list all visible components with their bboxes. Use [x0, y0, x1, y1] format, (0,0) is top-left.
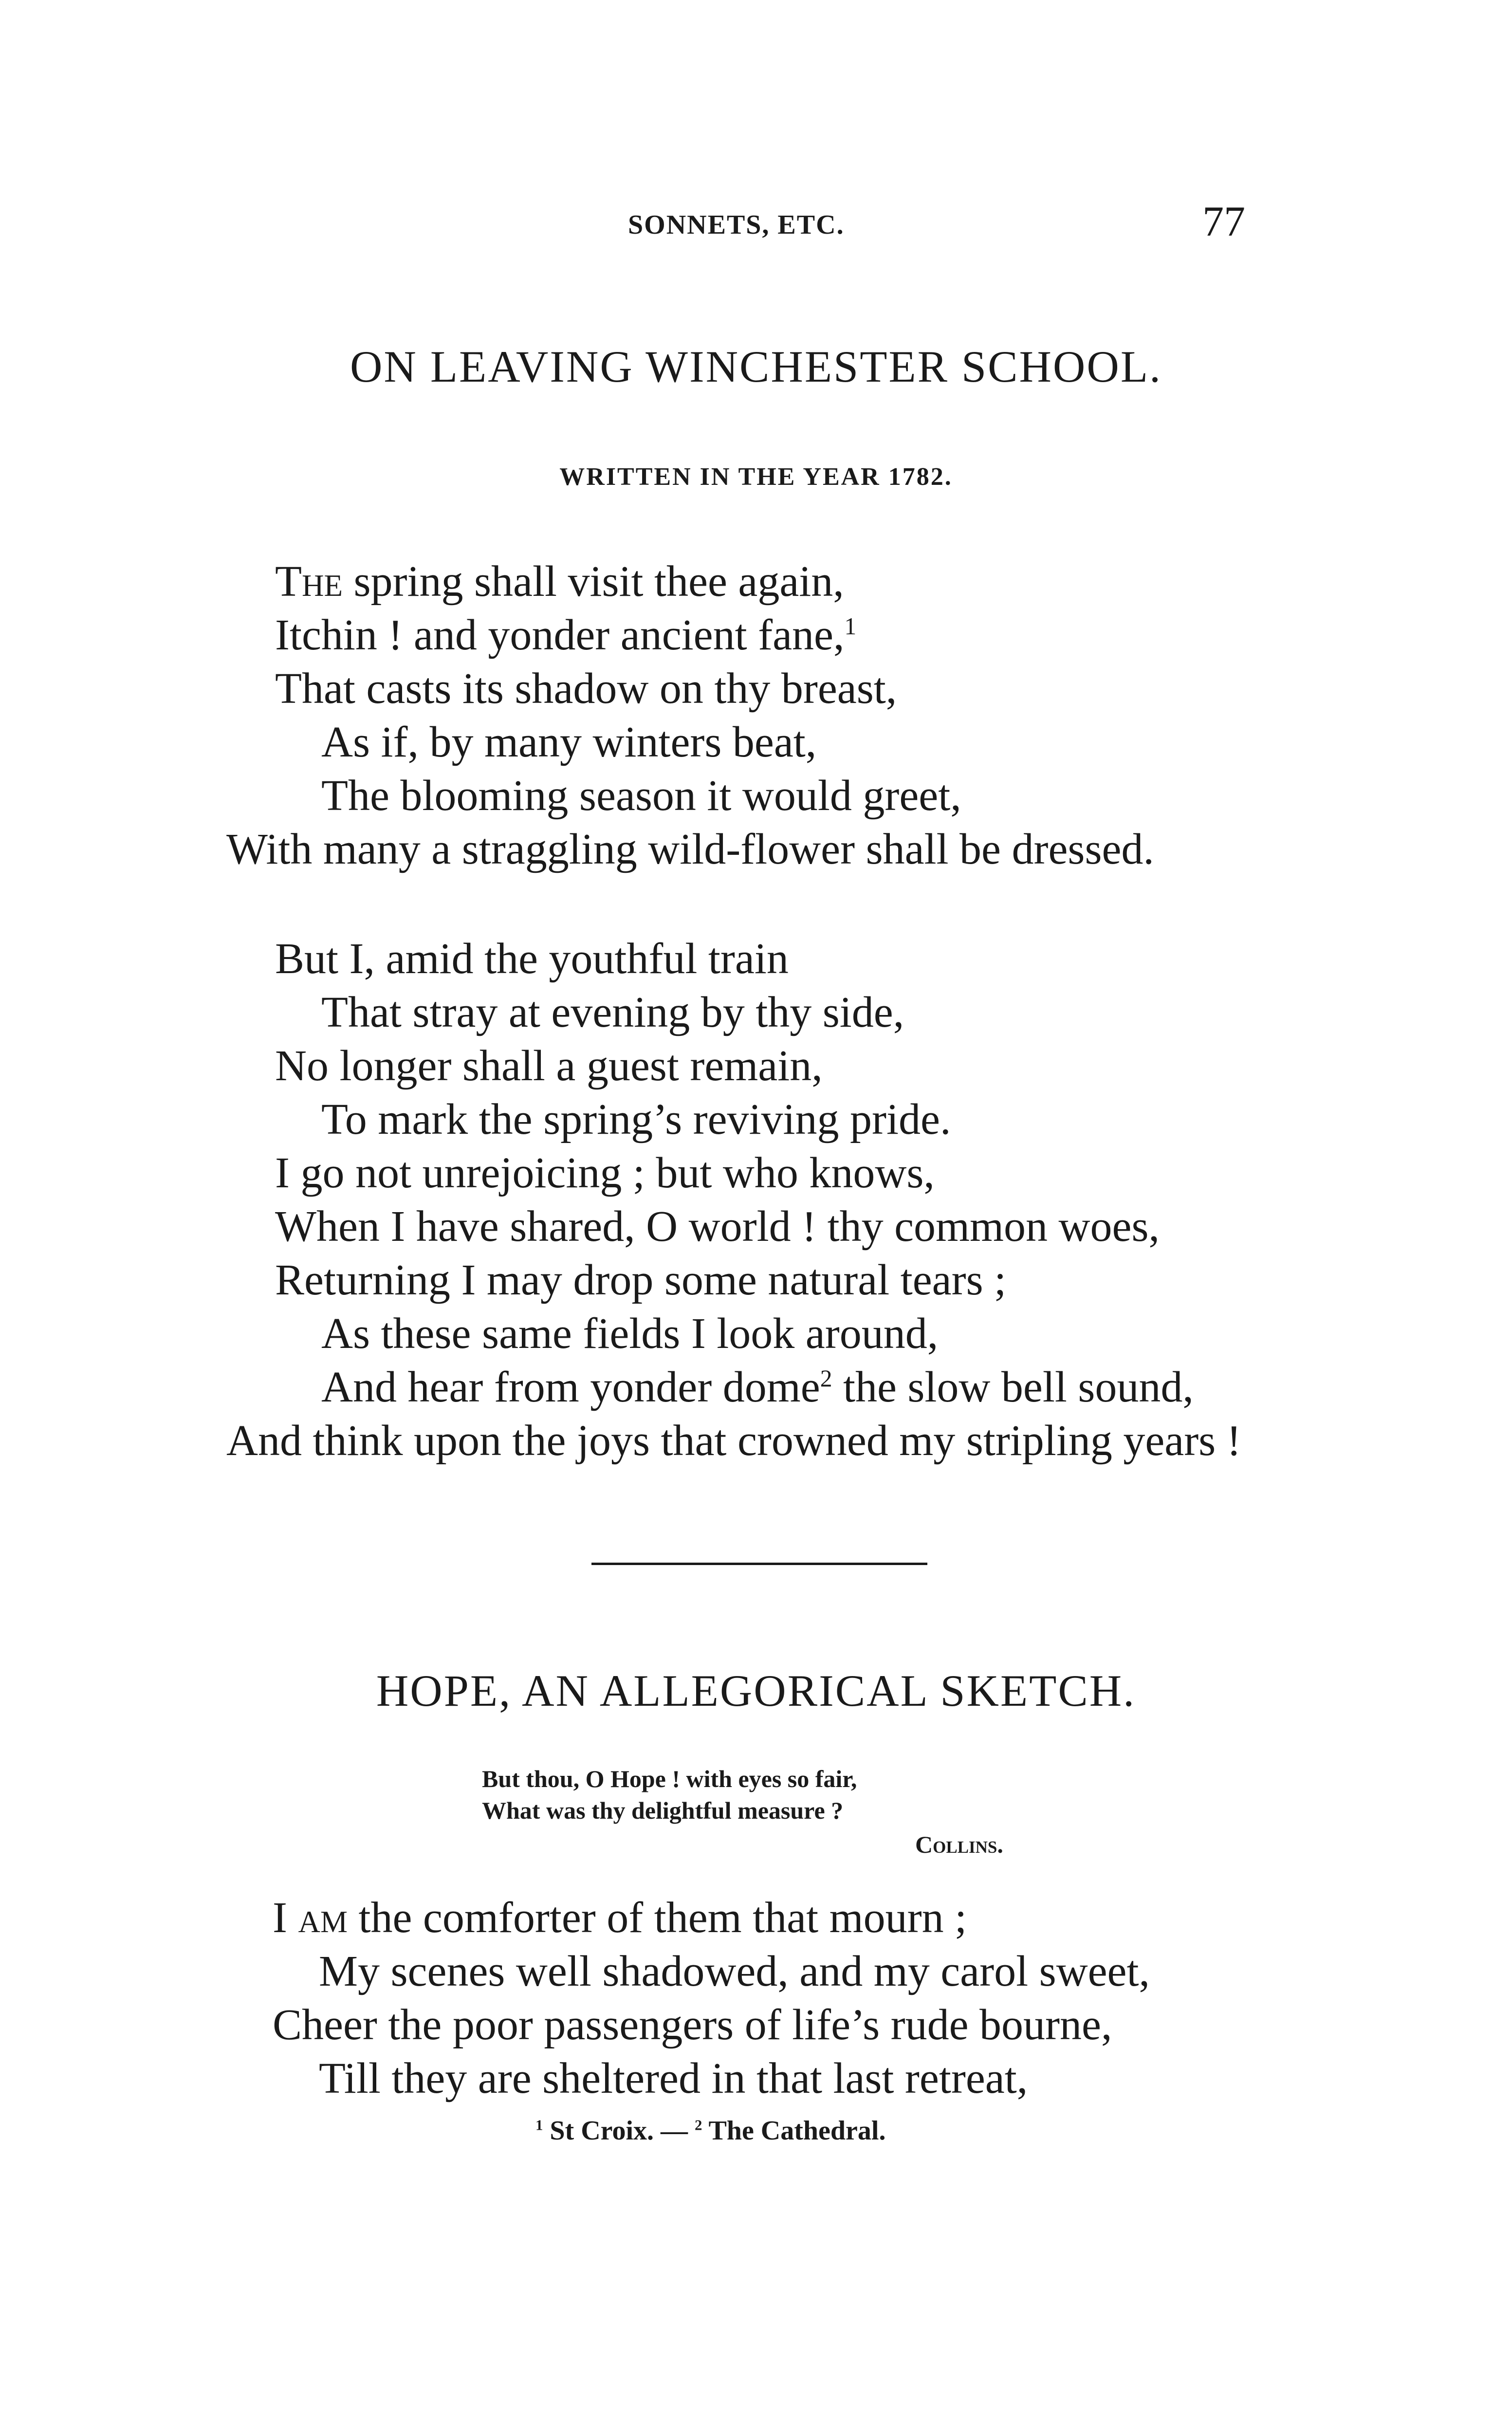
footnote-ref: 2 [820, 1365, 832, 1392]
drop-word: The [275, 557, 343, 606]
verse-line [321, 1361, 1194, 1414]
verse-line [275, 608, 856, 662]
page-number: 77 [1202, 198, 1245, 245]
footnote-text: St Croix. — [543, 2116, 695, 2146]
verse-line: That stray at evening by thy side, [321, 988, 904, 1036]
epigraph-line: But thou, O Hope ! with eyes so fair, [482, 1765, 857, 1792]
verse-line: When I have shared, O world ! thy common woes, [275, 1202, 1160, 1251]
section-divider [591, 1563, 927, 1565]
running-head: SONNETS, ETC. [628, 210, 845, 240]
verse-line [273, 1891, 967, 1945]
verse-line: The blooming season it would greet, [321, 772, 961, 820]
verse-text: Itchin ! and yonder ancient fane, [275, 611, 845, 659]
verse-line: Cheer the poor passengers of life’s rude bourne, [273, 2001, 1112, 2049]
verse-line: Returning I may drop some natural tears ; [275, 1256, 1007, 1304]
verse-line: But I, amid the youthful train [275, 935, 789, 983]
verse-line: As if, by many winters beat, [321, 718, 817, 766]
verse-line: And think upon the joys that crowned my stripling years ! [226, 1417, 1241, 1465]
footnote-ref: 1 [844, 613, 857, 640]
verse-line: My scenes well shadowed, and my carol sweet, [319, 1947, 1150, 1995]
verse-line: That casts its shadow on thy breast, [275, 664, 897, 713]
epigraph-attribution: Collins. [915, 1831, 1003, 1858]
verse-line: No longer shall a guest remain, [275, 1042, 823, 1090]
verse-line: To mark the spring’s reviving pride. [321, 1095, 951, 1143]
verse-text: And hear from yonder dome [321, 1363, 820, 1411]
verse-line: I go not unrejoicing ; but who knows, [275, 1149, 935, 1197]
footnotes [535, 2115, 885, 2146]
verse-line [275, 555, 844, 608]
epigraph-line: What was thy delightful measure ? [482, 1797, 844, 1824]
footnote-marker: 2 [695, 2117, 702, 2134]
verse-line: As these same fields I look around, [321, 1309, 939, 1358]
verse-text: the slow bell sound, [832, 1363, 1194, 1411]
footnote-text: The Cathedral. [702, 2116, 886, 2146]
verse-text: spring shall visit thee again, [342, 557, 844, 606]
verse-line: With many a straggling wild-flower shall be dressed. [226, 825, 1154, 873]
poem-title-winchester: ON LEAVING WINCHESTER SCHOOL. [350, 342, 1162, 391]
poem-subtitle-year: WRITTEN IN THE YEAR 1782. [559, 463, 953, 491]
drop-word: I am [273, 1894, 348, 1942]
footnote-marker: 1 [535, 2117, 543, 2134]
poem-title-hope: HOPE, AN ALLEGORICAL SKETCH. [376, 1666, 1136, 1715]
verse-text: the comforter of them that mourn ; [347, 1894, 967, 1942]
verse-line: Till they are sheltered in that last retreat, [319, 2054, 1028, 2102]
